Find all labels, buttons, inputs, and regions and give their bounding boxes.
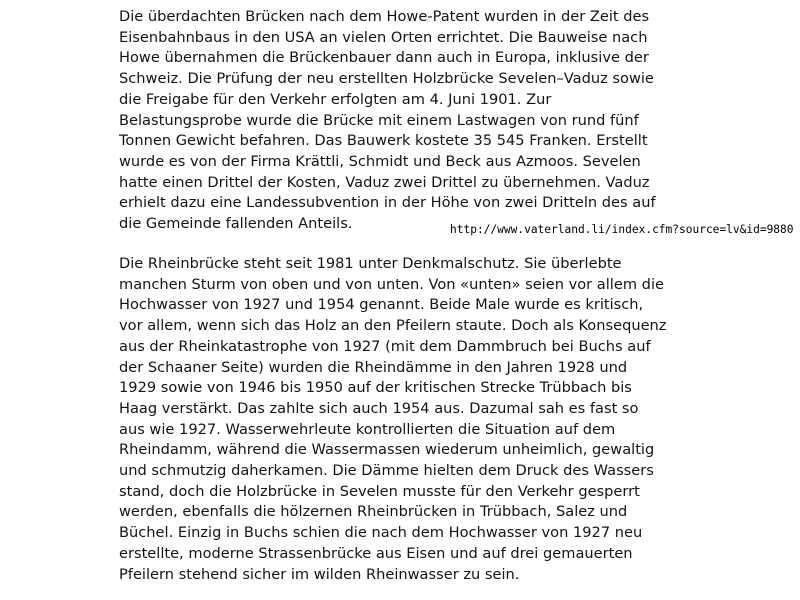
source-url: http://www.vaterland.li/index.cfm?source=lv&id=9880 [450,223,794,236]
text-line: manchen Sturm von oben und von unten. Von «unten» seien vor allem die [119,275,664,293]
text-line: hatte einen Drittel der Kosten, Vaduz zwei Drittel zu übernehmen. Vaduz [119,173,650,191]
text-line: Die Rheinbrücke steht seit 1981 unter Denkmalschutz. Sie überlebte [119,255,622,272]
text-line: vor allem, wenn sich das Holz an den Pfeilern staute. Doch als Konsequenz [119,317,667,335]
text-line: Rheindamm, während die Wassermassen wiederum unheimlich, gewaltig [119,441,655,459]
text-line: die Freigabe für den Verkehr erfolgten am 4. Juni 1901. Zur [119,90,552,108]
paragraph-1 [119,7,656,235]
text-line: Eisenbahnbaus in den USA an vielen Orten errichtet. Die Bauweise nach [119,28,648,46]
text-line: Pfeilern stehend sicher im wilden Rheinwasser zu sein. [119,565,520,583]
text-line: Die überdachten Brücken nach dem Howe-Patent wurden in der Zeit des [119,8,650,25]
text-line: 1929 sowie von 1946 bis 1950 auf der kritischen Strecke Trübbach bis [119,379,632,397]
text-line: Haag verstärkt. Das zahlte sich auch 1954 aus. Dazumal sah es fast so [119,399,639,417]
text-line: Belastungsprobe wurde die Brücke mit einem Lastwagen von rund fünf [119,111,639,129]
text-line: aus wie 1927. Wasserwehrleute kontrollierten die Situation auf dem [119,420,616,438]
text-line: Büchel. Einzig in Buchs schien die nach dem Hochwasser von 1927 neu [119,524,643,542]
text-line: werden, ebenfalls die hölzernen Rheinbrücken in Trübbach, Salez und [119,503,628,521]
text-line: Hochwasser von 1927 und 1954 genannt. Beide Male wurde es kritisch, [119,296,644,314]
text-line: Tonnen Gewicht befahren. Das Bauwerk kostete 35 545 Franken. Erstellt [119,132,648,150]
text-line: Schweiz. Die Prüfung der neu erstellten Holzbrücke Sevelen–Vaduz sowie [119,70,654,88]
text-line: Howe übernahmen die Brückenbauer dann auch in Europa, inklusive der [119,49,649,67]
text-line: wurde es von der Firma Krättli, Schmidt und Beck aus Azmoos. Sevelen [119,152,641,170]
text-line: erstellte, moderne Strassenbrücke aus Eisen und auf drei gemauerten [119,544,633,562]
text-line: und schmutzig daherkamen. Die Dämme hielten dem Druck des Wassers [119,462,654,480]
text-line: die Gemeinde fallenden Anteils. [119,215,353,233]
text-line: aus der Rheinkatastrophe von 1927 (mit dem Dammbruch bei Buchs auf [119,337,651,355]
paragraph-2 [119,254,666,585]
text-line: der Schaaner Seite) wurden die Rheindämme in den Jahren 1928 und [119,358,628,376]
text-line: erhielt dazu eine Landessubvention in der Höhe von zwei Dritteln des auf [119,194,656,212]
text-line: stand, doch die Holzbrücke in Sevelen musste für den Verkehr gesperrt [119,482,640,500]
